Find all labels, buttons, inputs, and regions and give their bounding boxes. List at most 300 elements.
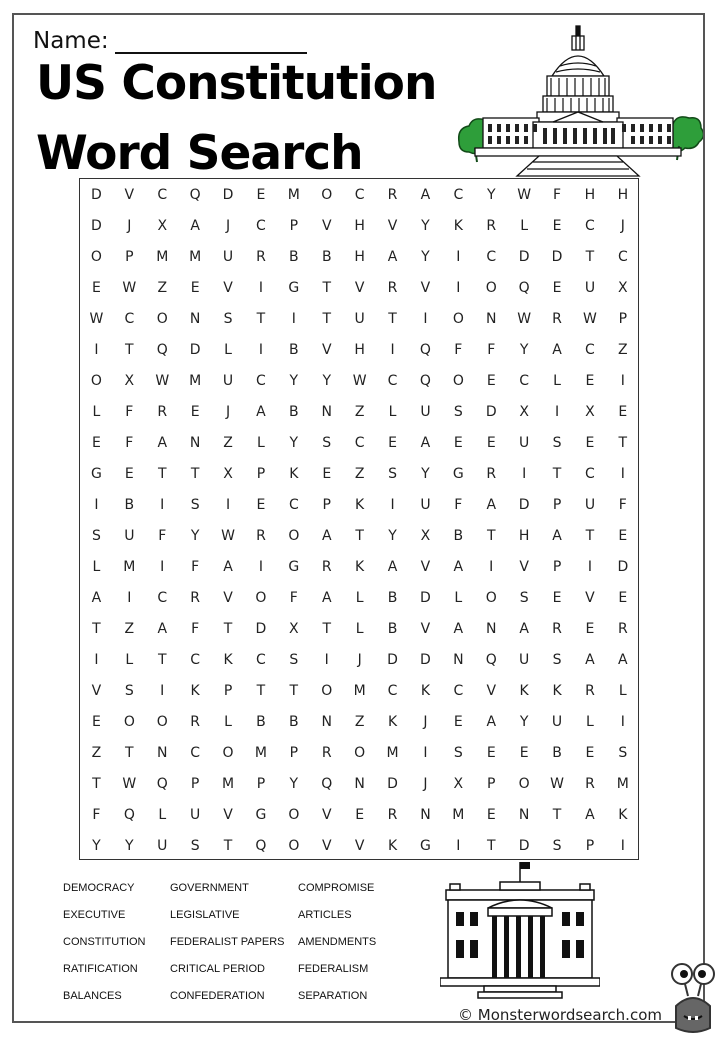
grid-letter[interactable]: M — [189, 249, 202, 265]
grid-letter[interactable]: K — [387, 714, 398, 730]
grid-letter[interactable]: C — [256, 218, 266, 234]
grid-letter[interactable]: A — [585, 807, 595, 823]
grid-letter[interactable]: Z — [618, 342, 628, 358]
grid-letter[interactable]: R — [617, 621, 628, 637]
grid-letter[interactable]: T — [388, 311, 397, 327]
grid-letter[interactable]: D — [551, 249, 563, 265]
grid-letter[interactable]: C — [585, 466, 595, 482]
grid-letter[interactable]: T — [618, 435, 628, 451]
grid-letter[interactable]: V — [354, 280, 365, 296]
grid-letter[interactable]: C — [157, 187, 168, 203]
grid-letter[interactable]: M — [287, 187, 300, 203]
grid-letter[interactable]: O — [288, 807, 300, 823]
grid-letter[interactable]: I — [620, 838, 625, 854]
grid-letter[interactable]: A — [91, 590, 102, 606]
grid-letter[interactable]: Q — [518, 280, 530, 296]
grid-letter[interactable]: K — [223, 652, 233, 668]
grid-letter[interactable]: P — [256, 466, 266, 482]
grid-letter[interactable]: Y — [289, 776, 299, 792]
grid-letter[interactable]: F — [618, 497, 627, 513]
grid-letter[interactable]: S — [388, 466, 397, 482]
grid-letter[interactable]: N — [321, 714, 332, 730]
grid-letter[interactable]: E — [585, 745, 595, 761]
grid-letter[interactable]: Q — [156, 776, 168, 792]
grid-letter[interactable]: P — [289, 218, 299, 234]
grid-letter[interactable]: S — [453, 745, 463, 761]
grid-letter[interactable]: Y — [421, 218, 430, 234]
grid-letter[interactable]: T — [157, 466, 167, 482]
grid-letter[interactable]: T — [157, 652, 167, 668]
grid-letter[interactable]: N — [157, 745, 168, 761]
grid-letter[interactable]: O — [156, 311, 168, 327]
grid-letter[interactable]: A — [453, 559, 464, 575]
grid-letter[interactable]: R — [486, 466, 497, 482]
grid-letter[interactable]: E — [92, 435, 101, 451]
grid-letter[interactable]: P — [585, 838, 595, 854]
grid-letter[interactable]: E — [453, 714, 463, 730]
grid-letter[interactable]: V — [519, 559, 529, 575]
grid-letter[interactable]: Y — [190, 528, 200, 544]
grid-letter[interactable]: I — [489, 559, 494, 575]
grid-letter[interactable]: U — [519, 652, 530, 668]
grid-letter[interactable]: W — [517, 311, 532, 327]
grid-letter[interactable]: D — [485, 404, 497, 420]
grid-letter[interactable]: L — [224, 342, 232, 358]
grid-letter[interactable]: B — [289, 249, 299, 265]
grid-letter[interactable]: I — [94, 497, 99, 513]
grid-letter[interactable]: N — [189, 311, 201, 327]
grid-letter[interactable]: E — [618, 528, 628, 544]
grid-letter[interactable]: J — [620, 218, 625, 234]
grid-letter[interactable]: E — [552, 590, 562, 606]
grid-letter[interactable]: R — [585, 776, 595, 792]
grid-letter[interactable]: L — [454, 590, 463, 606]
grid-letter[interactable]: N — [321, 404, 332, 420]
grid-letter[interactable]: U — [157, 838, 168, 854]
grid-letter[interactable]: Y — [421, 466, 430, 482]
grid-letter[interactable]: M — [616, 776, 629, 792]
grid-letter[interactable]: C — [585, 342, 595, 358]
grid-letter[interactable]: Q — [419, 342, 431, 358]
grid-letter[interactable]: J — [225, 218, 231, 234]
grid-letter[interactable]: B — [321, 249, 332, 265]
grid-letter[interactable]: S — [453, 404, 463, 420]
grid-letter[interactable]: T — [223, 621, 233, 637]
grid-letter[interactable]: T — [322, 311, 332, 327]
grid-letter[interactable]: I — [620, 373, 625, 389]
grid-letter[interactable]: H — [354, 218, 365, 234]
grid-letter[interactable]: D — [518, 838, 530, 854]
grid-letter[interactable]: W — [122, 776, 137, 792]
grid-letter[interactable]: Z — [354, 714, 365, 730]
grid-letter[interactable]: M — [156, 249, 169, 265]
grid-letter[interactable]: S — [552, 652, 562, 668]
grid-letter[interactable]: E — [322, 466, 332, 482]
grid-letter[interactable]: C — [453, 187, 464, 203]
grid-letter[interactable]: J — [423, 776, 428, 792]
grid-letter[interactable]: S — [289, 652, 299, 668]
grid-letter[interactable]: R — [190, 714, 200, 730]
grid-letter[interactable]: J — [225, 404, 231, 420]
grid-letter[interactable]: R — [486, 218, 497, 234]
grid-letter[interactable]: U — [222, 249, 234, 265]
grid-letter[interactable]: B — [453, 528, 464, 544]
grid-letter[interactable]: X — [124, 373, 135, 389]
grid-letter[interactable]: C — [256, 652, 266, 668]
grid-letter[interactable]: B — [387, 590, 398, 606]
grid-letter[interactable]: L — [618, 683, 627, 699]
grid-letter[interactable]: A — [190, 218, 200, 234]
grid-letter[interactable]: U — [584, 280, 596, 296]
grid-letter[interactable]: Y — [486, 187, 496, 203]
grid-letter[interactable]: C — [519, 373, 530, 389]
grid-letter[interactable]: P — [322, 497, 331, 513]
grid-letter[interactable]: D — [255, 621, 267, 637]
grid-letter[interactable]: L — [553, 373, 561, 389]
grid-letter[interactable]: A — [157, 621, 168, 637]
grid-letter[interactable]: X — [453, 776, 464, 792]
grid-letter[interactable]: X — [223, 466, 233, 482]
grid-letter[interactable]: D — [189, 342, 201, 358]
grid-letter[interactable]: M — [123, 559, 136, 575]
grid-letter[interactable]: A — [321, 528, 332, 544]
grid-letter[interactable]: I — [456, 280, 461, 296]
grid-letter[interactable]: A — [387, 559, 398, 575]
grid-letter[interactable]: T — [322, 280, 332, 296]
grid-letter[interactable]: O — [485, 280, 497, 296]
grid-letter[interactable]: I — [160, 497, 165, 513]
grid-letter[interactable]: B — [387, 621, 398, 637]
grid-letter[interactable]: A — [552, 528, 562, 544]
grid-letter[interactable]: G — [288, 559, 300, 575]
grid-letter[interactable]: U — [551, 714, 563, 730]
grid-letter[interactable]: K — [387, 838, 398, 854]
grid-letter[interactable]: W — [550, 776, 564, 792]
grid-letter[interactable]: Y — [289, 435, 299, 451]
grid-letter[interactable]: X — [420, 528, 431, 544]
grid-letter[interactable]: E — [585, 435, 595, 451]
grid-letter[interactable]: K — [453, 218, 463, 234]
grid-letter[interactable]: M — [452, 807, 465, 823]
grid-letter[interactable]: P — [552, 497, 562, 513]
grid-letter[interactable]: W — [155, 373, 170, 389]
grid-letter[interactable]: O — [321, 683, 333, 699]
grid-letter[interactable]: I — [522, 466, 527, 482]
grid-letter[interactable]: D — [617, 559, 629, 575]
grid-letter[interactable]: D — [518, 497, 530, 513]
grid-letter[interactable]: K — [519, 683, 529, 699]
grid-letter[interactable]: F — [158, 528, 167, 544]
grid-letter[interactable]: W — [122, 280, 137, 296]
grid-letter[interactable]: O — [123, 714, 135, 730]
grid-letter[interactable]: I — [456, 838, 461, 854]
grid-letter[interactable]: V — [91, 683, 102, 699]
grid-letter[interactable]: C — [288, 497, 299, 513]
grid-letter[interactable]: Q — [419, 373, 431, 389]
grid-letter[interactable]: Y — [519, 714, 529, 730]
grid-letter[interactable]: R — [256, 528, 266, 544]
grid-letter[interactable]: I — [258, 342, 264, 358]
grid-letter[interactable]: I — [291, 311, 296, 327]
grid-letter[interactable]: I — [127, 590, 132, 606]
grid-letter[interactable]: T — [92, 621, 101, 637]
grid-letter[interactable]: S — [124, 683, 134, 699]
grid-letter[interactable]: C — [585, 218, 595, 234]
grid-letter[interactable]: Z — [157, 280, 168, 296]
grid-letter[interactable]: J — [423, 714, 428, 730]
grid-letter[interactable]: G — [255, 807, 267, 823]
grid-letter[interactable]: I — [423, 745, 428, 761]
grid-letter[interactable]: I — [456, 249, 461, 265]
grid-letter[interactable]: X — [157, 218, 168, 234]
grid-letter[interactable]: O — [90, 373, 102, 389]
grid-letter[interactable]: F — [92, 807, 101, 823]
grid-letter[interactable]: E — [552, 218, 562, 234]
grid-letter[interactable]: R — [387, 807, 398, 823]
grid-letter[interactable]: T — [256, 683, 266, 699]
grid-letter[interactable]: W — [352, 373, 367, 389]
grid-letter[interactable]: V — [321, 807, 332, 823]
grid-letter[interactable]: Y — [388, 528, 397, 544]
grid-letter[interactable]: V — [420, 280, 431, 296]
grid-letter[interactable]: O — [321, 187, 333, 203]
grid-letter[interactable]: E — [552, 280, 562, 296]
grid-letter[interactable]: K — [420, 683, 431, 699]
grid-letter[interactable]: U — [354, 311, 365, 327]
grid-letter[interactable]: V — [585, 590, 595, 606]
grid-letter[interactable]: O — [452, 373, 464, 389]
grid-letter[interactable]: Q — [189, 187, 201, 203]
grid-letter[interactable]: Z — [124, 621, 135, 637]
grid-letter[interactable]: A — [486, 497, 497, 513]
grid-letter[interactable]: R — [256, 249, 266, 265]
grid-letter[interactable]: T — [552, 807, 562, 823]
grid-letter[interactable]: P — [618, 311, 628, 327]
grid-letter[interactable]: Q — [485, 652, 497, 668]
grid-letter[interactable]: O — [518, 776, 530, 792]
grid-letter[interactable]: U — [420, 497, 431, 513]
grid-letter[interactable]: F — [289, 590, 298, 606]
grid-letter[interactable]: D — [91, 218, 102, 234]
grid-letter[interactable]: I — [160, 559, 165, 575]
grid-letter[interactable]: V — [124, 187, 135, 203]
grid-letter[interactable]: I — [390, 497, 395, 513]
grid-letter[interactable]: T — [92, 776, 101, 792]
grid-letter[interactable]: T — [125, 342, 134, 358]
grid-letter[interactable]: L — [224, 714, 232, 730]
grid-letter[interactable]: S — [190, 838, 200, 854]
grid-letter[interactable]: F — [191, 621, 200, 637]
grid-letter[interactable]: J — [127, 218, 132, 234]
grid-letter[interactable]: T — [486, 838, 496, 854]
grid-letter[interactable]: U — [420, 404, 431, 420]
grid-letter[interactable]: Z — [354, 466, 365, 482]
grid-letter[interactable]: O — [288, 528, 300, 544]
grid-letter[interactable]: V — [321, 342, 332, 358]
grid-letter[interactable]: R — [190, 590, 200, 606]
grid-letter[interactable]: N — [518, 807, 530, 823]
grid-letter[interactable]: C — [486, 249, 497, 265]
grid-letter[interactable]: E — [519, 745, 529, 761]
grid-letter[interactable]: V — [420, 559, 431, 575]
grid-letter[interactable]: G — [288, 280, 300, 296]
grid-letter[interactable]: C — [617, 249, 628, 265]
grid-letter[interactable]: E — [486, 435, 496, 451]
grid-letter[interactable]: P — [552, 559, 562, 575]
grid-letter[interactable]: H — [518, 528, 530, 544]
grid-letter[interactable]: G — [91, 466, 102, 482]
grid-letter[interactable]: L — [586, 714, 594, 730]
grid-letter[interactable]: L — [92, 559, 101, 575]
grid-letter[interactable]: H — [584, 187, 596, 203]
grid-letter[interactable]: I — [258, 559, 264, 575]
grid-letter[interactable]: V — [486, 683, 497, 699]
grid-letter[interactable]: C — [354, 187, 365, 203]
grid-letter[interactable]: S — [618, 745, 628, 761]
grid-letter[interactable]: I — [620, 714, 625, 730]
grid-letter[interactable]: W — [517, 187, 532, 203]
grid-letter[interactable]: Y — [125, 838, 134, 854]
grid-letter[interactable]: V — [420, 621, 431, 637]
grid-letter[interactable]: D — [91, 187, 102, 203]
grid-letter[interactable]: I — [225, 497, 231, 513]
grid-letter[interactable]: D — [420, 590, 431, 606]
grid-letter[interactable]: P — [190, 776, 200, 792]
grid-letter[interactable]: V — [321, 218, 332, 234]
grid-letter[interactable]: C — [453, 683, 464, 699]
grid-letter[interactable]: W — [583, 311, 597, 327]
grid-letter[interactable]: T — [355, 528, 364, 544]
grid-letter[interactable]: S — [190, 497, 200, 513]
grid-letter[interactable]: A — [321, 590, 332, 606]
grid-letter[interactable]: G — [452, 466, 464, 482]
grid-letter[interactable]: V — [223, 280, 233, 296]
grid-letter[interactable]: D — [387, 652, 398, 668]
grid-letter[interactable]: N — [486, 621, 497, 637]
grid-letter[interactable]: R — [321, 745, 332, 761]
grid-letter[interactable]: O — [288, 838, 300, 854]
grid-letter[interactable]: S — [92, 528, 101, 544]
grid-letter[interactable]: H — [354, 249, 365, 265]
grid-letter[interactable]: O — [90, 249, 102, 265]
grid-letter[interactable]: N — [189, 435, 201, 451]
grid-letter[interactable]: M — [386, 745, 399, 761]
grid-letter[interactable]: T — [223, 838, 233, 854]
grid-letter[interactable]: Q — [321, 776, 333, 792]
grid-letter[interactable]: Q — [123, 807, 135, 823]
grid-letter[interactable]: O — [452, 311, 464, 327]
grid-letter[interactable]: N — [420, 807, 431, 823]
grid-letter[interactable]: K — [355, 497, 365, 513]
grid-letter[interactable]: M — [254, 745, 267, 761]
name-blank-line[interactable] — [115, 30, 307, 54]
grid-letter[interactable]: A — [552, 342, 562, 358]
grid-letter[interactable]: P — [256, 776, 266, 792]
grid-letter[interactable]: F — [125, 435, 134, 451]
grid-letter[interactable]: F — [191, 559, 200, 575]
grid-letter[interactable]: C — [387, 373, 398, 389]
grid-letter[interactable]: I — [94, 342, 99, 358]
grid-letter[interactable]: I — [423, 311, 428, 327]
grid-letter[interactable]: A — [453, 621, 464, 637]
grid-letter[interactable]: E — [388, 435, 397, 451]
grid-letter[interactable]: B — [289, 714, 299, 730]
grid-letter[interactable]: E — [618, 590, 628, 606]
grid-letter[interactable]: E — [486, 807, 496, 823]
grid-letter[interactable]: T — [256, 311, 266, 327]
grid-letter[interactable]: K — [289, 466, 299, 482]
grid-letter[interactable]: E — [256, 187, 266, 203]
grid-letter[interactable]: N — [453, 652, 464, 668]
grid-letter[interactable]: M — [353, 683, 366, 699]
grid-letter[interactable]: X — [519, 404, 529, 420]
grid-letter[interactable]: A — [256, 404, 266, 420]
grid-letter[interactable]: H — [617, 187, 629, 203]
grid-letter[interactable]: X — [618, 280, 628, 296]
grid-letter[interactable]: L — [125, 652, 134, 668]
grid-letter[interactable]: I — [324, 652, 329, 668]
grid-letter[interactable]: I — [587, 559, 593, 575]
grid-letter[interactable]: Y — [289, 373, 299, 389]
grid-letter[interactable]: O — [222, 745, 234, 761]
grid-letter[interactable]: O — [354, 745, 366, 761]
grid-letter[interactable]: U — [519, 435, 530, 451]
grid-letter[interactable]: V — [223, 590, 233, 606]
grid-letter[interactable]: C — [256, 373, 266, 389]
grid-letter[interactable]: T — [585, 528, 595, 544]
grid-letter[interactable]: M — [221, 776, 235, 792]
grid-letter[interactable]: I — [94, 652, 99, 668]
grid-letter[interactable]: Q — [156, 342, 168, 358]
grid-letter[interactable]: N — [486, 311, 497, 327]
grid-letter[interactable]: K — [190, 683, 200, 699]
grid-letter[interactable]: C — [387, 683, 398, 699]
grid-letter[interactable]: L — [158, 807, 167, 823]
grid-letter[interactable]: I — [258, 280, 264, 296]
grid-letter[interactable]: E — [92, 280, 101, 296]
grid-letter[interactable]: F — [487, 342, 496, 358]
grid-letter[interactable]: A — [223, 559, 233, 575]
grid-letter[interactable]: R — [157, 404, 168, 420]
grid-letter[interactable]: E — [190, 404, 200, 420]
grid-letter[interactable]: S — [552, 435, 562, 451]
grid-letter[interactable]: Z — [91, 745, 102, 761]
grid-letter[interactable]: D — [222, 187, 234, 203]
grid-letter[interactable]: V — [223, 807, 233, 823]
grid-letter[interactable]: X — [289, 621, 299, 637]
grid-letter[interactable]: E — [585, 621, 595, 637]
grid-letter[interactable]: V — [321, 838, 332, 854]
grid-letter[interactable]: Y — [322, 373, 332, 389]
grid-letter[interactable]: A — [420, 435, 431, 451]
grid-letter[interactable]: Y — [421, 249, 430, 265]
grid-letter[interactable]: E — [486, 373, 496, 389]
grid-letter[interactable]: L — [92, 404, 101, 420]
grid-letter[interactable]: R — [387, 280, 398, 296]
grid-letter[interactable]: F — [125, 404, 134, 420]
grid-letter[interactable]: L — [257, 435, 265, 451]
grid-letter[interactable]: E — [124, 466, 134, 482]
grid-letter[interactable]: C — [354, 435, 365, 451]
grid-letter[interactable]: M — [189, 373, 202, 389]
grid-letter[interactable]: F — [454, 497, 463, 513]
grid-letter[interactable]: N — [354, 776, 365, 792]
grid-letter[interactable]: V — [387, 218, 398, 234]
grid-letter[interactable]: Z — [354, 404, 365, 420]
grid-letter[interactable]: A — [486, 714, 497, 730]
grid-letter[interactable]: W — [89, 311, 104, 327]
grid-letter[interactable]: T — [486, 528, 496, 544]
